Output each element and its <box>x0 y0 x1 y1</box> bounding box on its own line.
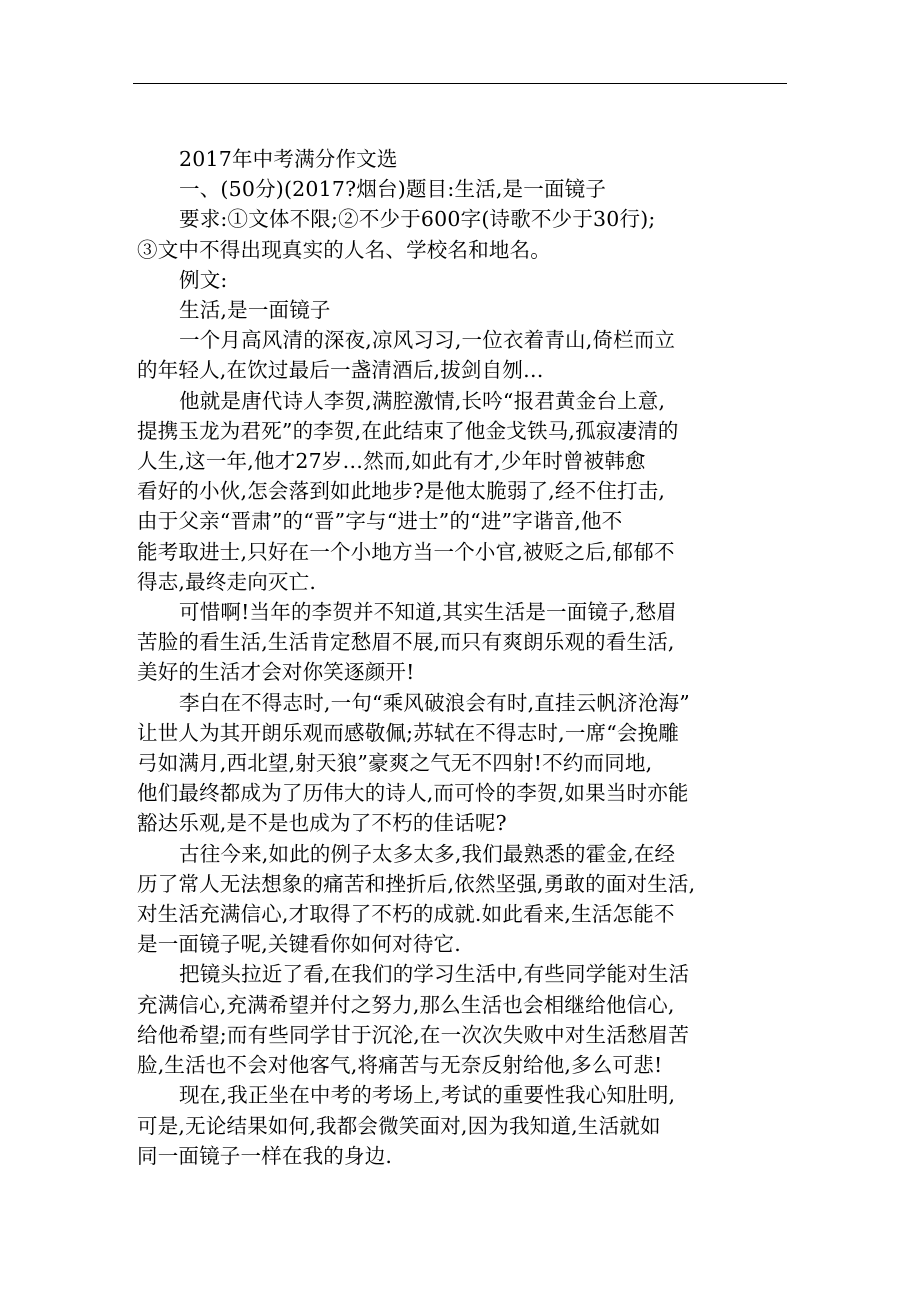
header-rule <box>133 83 787 84</box>
essay-paragraph-3-line: 美好的生活才会对你笑逐颜开! <box>137 660 415 685</box>
essay-paragraph-1-line: 一个月高风清的深夜,凉风习习,一位衣着青山,倚栏而立 <box>179 328 676 353</box>
essay-paragraph-2-line: 得志,最终走向灭亡. <box>137 569 317 594</box>
essay-paragraph-6-line: 脸,生活也不会对他客气,将痛苦与无奈反射给他,多么可悲! <box>137 1053 663 1078</box>
essay-paragraph-2-line: 能考取进士,只好在一个小地方当一个小官,被贬之后,郁郁不 <box>137 539 675 564</box>
essay-paragraph-5-line: 对生活充满信心,才取得了不朽的成就.如此看来,生活怎能不 <box>137 902 675 927</box>
example-label: 例文: <box>179 267 228 292</box>
essay-title: 生活,是一面镜子 <box>179 298 331 323</box>
essay-paragraph-2-line: 人生,这一年,他才27岁…然而,如此有才,少年时曾被韩愈 <box>137 449 646 474</box>
essay-paragraph-6-line: 充满信心,充满希望并付之努力,那么生活也会相继给他信心, <box>137 992 675 1017</box>
essay-paragraph-6-line: 给他希望;而有些同学甘于沉沦,在一次次失败中对生活愁眉苦 <box>137 1022 690 1047</box>
essay-paragraph-5-line: 古往今来,如此的例子太多太多,我们最熟悉的霍金,在经 <box>179 841 676 866</box>
essay-paragraph-4-line: 李白在不得志时,一句“乘风破浪会有时,直挂云帆济沧海” <box>179 690 690 715</box>
essay-paragraph-2-line: 由于父亲“晋肃”的“晋”字与“进士”的“进”字谐音,他不 <box>137 509 623 534</box>
essay-paragraph-2-line: 看好的小伙,怎会落到如此地步?是他太脆弱了,经不住打击, <box>137 479 666 504</box>
essay-paragraph-5-line: 历了常人无法想象的痛苦和挫折后,依然坚强,勇敢的面对生活, <box>137 871 696 896</box>
essay-paragraph-7-line: 同一面镜子一样在我的身边. <box>137 1143 393 1168</box>
essay-paragraph-6-line: 把镜头拉近了看,在我们的学习生活中,有些同学能对生活 <box>179 962 690 987</box>
requirements-line-2: ③文中不得出现真实的人名、学校名和地名。 <box>137 237 551 262</box>
document-body <box>137 144 797 1171</box>
essay-paragraph-2-line: 他就是唐代诗人李贺,满腔激情,长吟“报君黄金台上意, <box>179 388 666 413</box>
essay-paragraph-3-line: 苦脸的看生活,生活肯定愁眉不展,而只有爽朗乐观的看生活, <box>137 630 675 655</box>
essay-paragraph-5-line: 是一面镜子呢,关键看你如何对待它. <box>137 932 461 957</box>
essay-paragraph-3-line: 可惜啊!当年的李贺并不知道,其实生活是一面镜子,愁眉 <box>179 600 677 625</box>
question-title: 一、(50分)(2017?烟台)题目:生活,是一面镜子 <box>179 177 607 202</box>
essay-paragraph-4-line: 他们最终都成为了历伟大的诗人,而可怜的李贺,如果当时亦能 <box>137 781 689 806</box>
essay-paragraph-1-line: 的年轻人,在饮过最后一盏清酒后,拔剑自刎… <box>137 358 544 383</box>
essay-paragraphs <box>137 325 797 1171</box>
essay-paragraph-4-line: 让世人为其开朗乐观而感敬佩;苏轼在不得志时,一席“会挽雕 <box>137 720 680 745</box>
essay-paragraph-7-line: 可是,无论结果如何,我都会微笑面对,因为我知道,生活就如 <box>137 1113 661 1138</box>
requirements-line-1: 要求:①文体不限;②不少于600字(诗歌不少于30行); <box>179 207 656 232</box>
essay-paragraph-7-line: 现在,我正坐在中考的考场上,考试的重要性我心知肚明, <box>179 1083 676 1108</box>
essay-paragraph-4-line: 弓如满月,西北望,射天狼”豪爽之气无不四射!不约而同地, <box>137 751 653 776</box>
essay-paragraph-2-line: 提携玉龙为君死”的李贺,在此结束了他金戈铁马,孤寂凄清的 <box>137 418 679 443</box>
essay-paragraph-4-line: 豁达乐观,是不是也成为了不朽的佳话呢? <box>137 811 507 836</box>
document-heading: 2017年中考满分作文选 <box>179 147 398 171</box>
